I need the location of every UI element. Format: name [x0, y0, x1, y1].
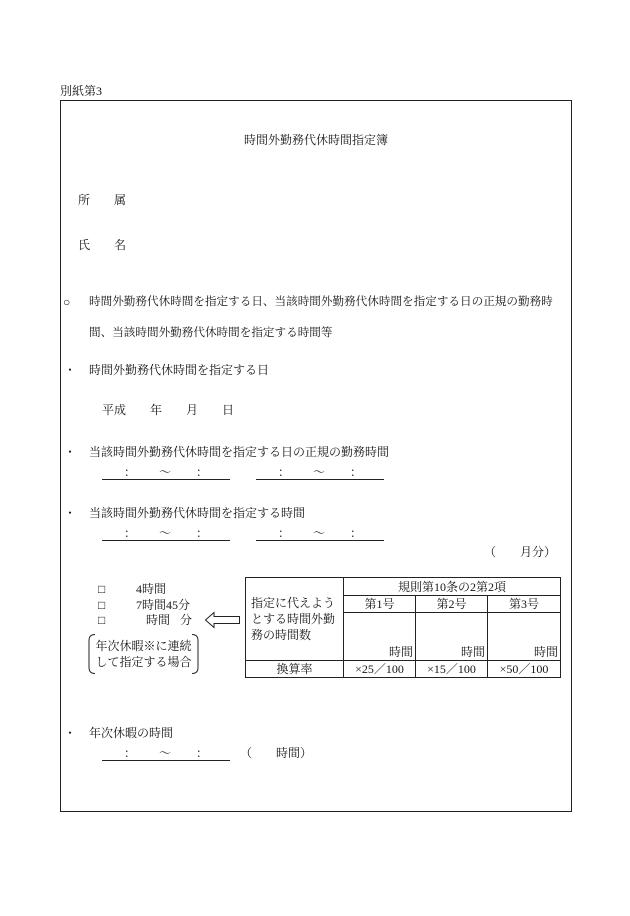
annual-leave-note-line-2: して指定する場合	[95, 655, 192, 669]
column-header: 第2号	[416, 596, 488, 613]
regular-hours-label: 当該時間外勤務代休時間を指定する日の正規の勤務時間	[89, 445, 390, 459]
rate-cell: ×15／100	[416, 661, 488, 678]
hours-cell: 時間	[488, 613, 561, 661]
rate-cell: ×25／100	[344, 661, 416, 678]
hours-cell: 時間	[416, 613, 488, 661]
row-header-line: 務の時間数	[251, 628, 312, 642]
conversion-table	[245, 577, 561, 678]
designated-hours-label: 当該時間外勤務代休時間を指定する時間	[89, 506, 306, 520]
affiliation-label: 所 属	[78, 193, 127, 207]
time-range-field	[256, 465, 384, 480]
hours-cell: 時間	[344, 613, 416, 661]
colon: ：	[124, 465, 137, 479]
name-label: 氏 名	[78, 238, 127, 252]
row-header-line: とする時間外勤	[251, 612, 336, 626]
bullet: ・	[64, 363, 77, 377]
row-header-line: 指定に代えよう	[251, 596, 336, 610]
form-title: 時間外勤務代休時間指定簿	[243, 133, 388, 147]
annual-leave-label: 年次休暇の時間	[89, 726, 174, 740]
tilde: 〜	[313, 526, 326, 540]
month-note: （ 月分）	[484, 545, 557, 559]
checkbox-7-hours-45[interactable]: □	[98, 598, 106, 612]
annual-leave-note-line-1: 年次休暇※に連続	[95, 639, 192, 653]
bullet: ・	[64, 445, 77, 459]
tilde: 〜	[159, 526, 172, 540]
tilde: 〜	[159, 746, 172, 760]
checkbox-custom[interactable]: □	[98, 613, 106, 627]
time-range-field	[102, 746, 230, 761]
option-label-4-hours: 4時間	[136, 582, 167, 596]
option-label-7-hours-45: 7時間45分	[136, 598, 191, 612]
designated-day-date: 平成 年 月 日	[102, 403, 235, 417]
time-range-field	[256, 526, 384, 541]
colon: ：	[124, 526, 137, 540]
left-arrow-icon	[204, 611, 241, 629]
colon: ：	[278, 465, 291, 479]
tilde: 〜	[159, 465, 172, 479]
designated-day-label: 時間外勤務代休時間を指定する日	[89, 363, 270, 377]
colon: ：	[196, 465, 209, 479]
colon: ：	[350, 465, 363, 479]
option-custom-hours: 時間	[146, 613, 171, 627]
rate-label: 換算率	[246, 661, 344, 678]
attachment-label: 別紙第3	[60, 84, 103, 98]
annual-leave-hours-note: （ 時間）	[240, 746, 313, 760]
column-header: 第3号	[488, 596, 561, 613]
checkbox-4-hours[interactable]: □	[98, 582, 106, 596]
time-range-field	[102, 526, 230, 541]
intro-marker: ○	[63, 295, 71, 309]
bullet: ・	[64, 506, 77, 520]
colon: ：	[278, 526, 291, 540]
colon: ：	[196, 526, 209, 540]
column-header: 第1号	[344, 596, 416, 613]
intro-line-1: 時間外勤務代休時間を指定する日、当該時間外勤務代休時間を指定する日の正規の勤務時	[89, 295, 553, 308]
tilde: 〜	[313, 465, 326, 479]
intro-line-2: 間、当該時間外勤務代休時間を指定する時間等	[89, 326, 333, 339]
colon: ：	[350, 526, 363, 540]
colon: ：	[196, 746, 209, 760]
row-header	[246, 578, 344, 661]
group-header: 規則第10条の2第2項	[344, 578, 561, 596]
option-custom-minutes: 分	[180, 613, 193, 627]
colon: ：	[124, 746, 137, 760]
bullet: ・	[64, 726, 77, 740]
time-range-field	[102, 465, 230, 480]
rate-cell: ×50／100	[488, 661, 561, 678]
